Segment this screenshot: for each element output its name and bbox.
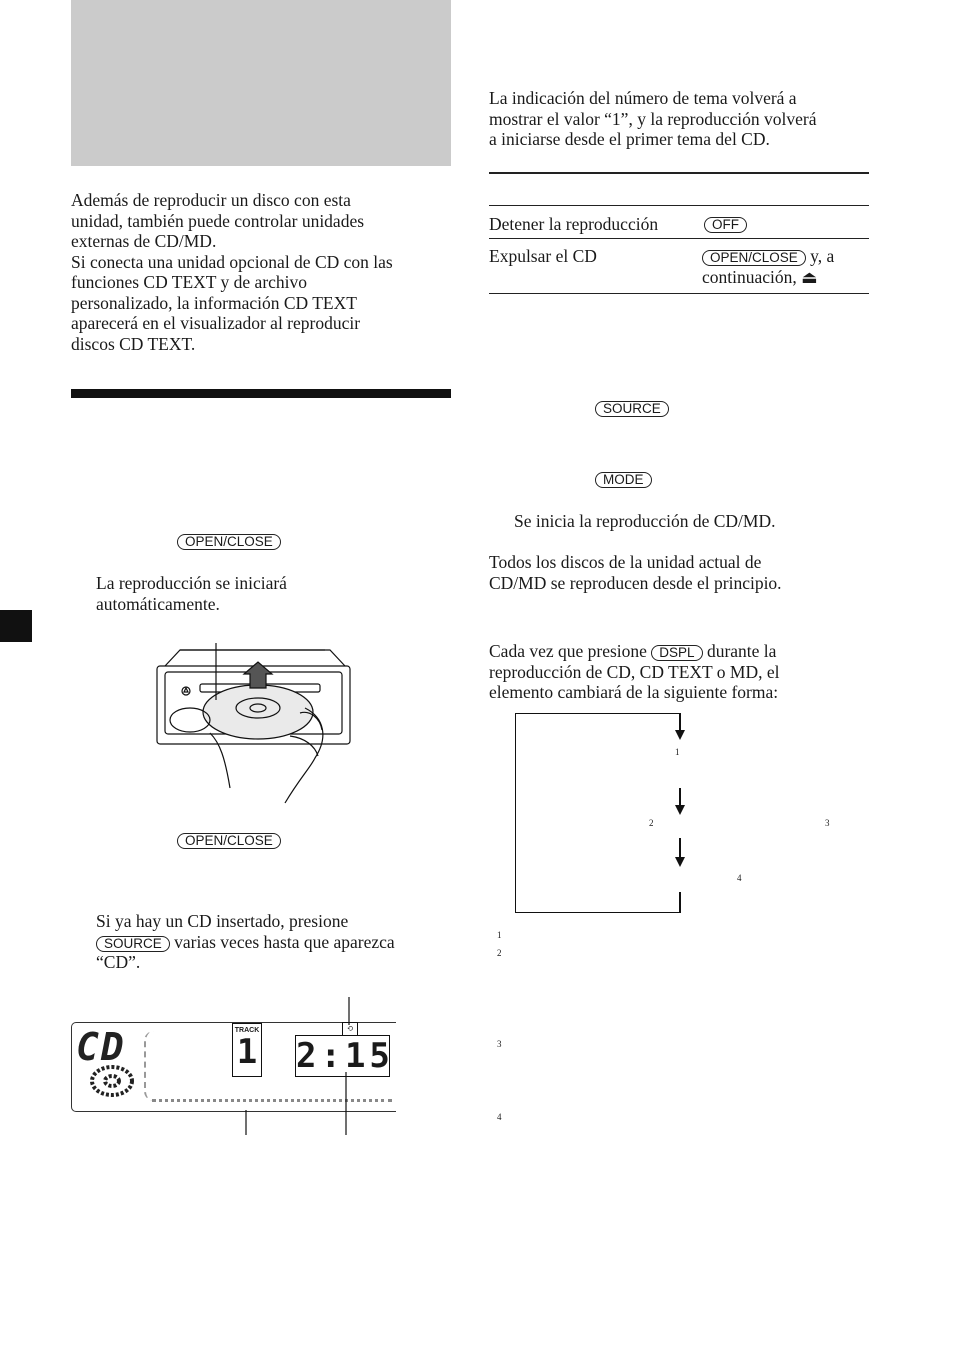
flow-right-line <box>679 713 681 731</box>
open-close-key: OPEN/CLOSE <box>177 534 281 550</box>
section-rule-thick <box>71 389 451 398</box>
cd-insert-illustration <box>150 638 360 808</box>
footnote-marker: 4 <box>737 873 742 883</box>
footnote-number: 1 <box>497 930 502 940</box>
display-source-glyph: CD <box>76 1025 126 1069</box>
flow-right-line <box>679 788 681 806</box>
disc-icon <box>88 1063 136 1099</box>
table-bottom-rule <box>489 293 869 294</box>
mode-key: MODE <box>595 472 652 488</box>
footnote-marker: 2 <box>649 818 654 828</box>
table-header-rule <box>489 205 869 206</box>
all-discs-note: Todos los discos de la unidad actual de CD/MD se reproducen desde el principio. <box>489 552 782 593</box>
repeat-indicator: ⟲ <box>342 1022 358 1036</box>
open-close-key-2: OPEN/CLOSE <box>177 833 281 849</box>
dspl-key: DSPL <box>651 645 702 661</box>
dspl-paragraph: Cada vez que presione DSPL durante la reproducción de CD, CD TEXT o MD, el elemento cambiará de la siguiente forma: <box>489 641 780 702</box>
time-readout: 2:15 <box>296 1036 394 1076</box>
auto-play-note: La reproducción se iniciará automáticamente. <box>96 573 287 614</box>
reset-note: La indicación del número de tema volverá a mostrar el valor “1”, y la reproducción volverá a iniciarse desde el primer tema del CD. <box>489 88 817 149</box>
source-key: SOURCE <box>96 936 170 952</box>
flow-arrow <box>675 805 685 815</box>
off-key: OFF <box>704 217 747 233</box>
source-key-2: SOURCE <box>595 401 669 417</box>
display-callout-lines <box>240 995 360 1140</box>
footnote-number: 3 <box>497 1039 502 1049</box>
play-start-note: Se inicia la reproducción de CD/MD. <box>514 511 776 531</box>
footnote-marker: 1 <box>675 747 680 757</box>
flow-arrow <box>675 730 685 740</box>
intro-paragraph: Además de reproducir un disco con esta unidad, también puede controlar unidades externas de CD/MD. Si conecta una unidad opcional de CD con las funciones CD TEXT y de archivo personalizado, la información CD TEXT aparecerá en el visualizador al reproducir discos CD TEXT. <box>71 190 393 354</box>
footnote-marker: 3 <box>825 818 830 828</box>
flow-arrow <box>675 857 685 867</box>
track-label: TRACK <box>234 1027 260 1034</box>
header-gray-box <box>71 0 451 166</box>
page-side-tab <box>0 610 32 642</box>
flow-right-line <box>679 838 681 858</box>
table-row-rule <box>489 238 869 239</box>
eject-instruction: OPEN/CLOSE y, a continuación, ⏏ <box>702 246 835 287</box>
inserted-note: Si ya hay un CD insertado, presione SOURCE varias veces hasta que aparezca “CD”. <box>96 911 395 972</box>
footnote-number: 2 <box>497 948 502 958</box>
flow-diagram <box>515 713 681 913</box>
open-close-key-3: OPEN/CLOSE <box>702 250 806 266</box>
flow-right-line <box>679 892 681 912</box>
table-row: Detener la reproducción <box>489 214 659 234</box>
table-top-rule <box>489 172 869 174</box>
table-row: Expulsar el CD <box>489 246 597 266</box>
track-number: 1 <box>236 1032 258 1072</box>
footnote-number: 4 <box>497 1112 502 1122</box>
